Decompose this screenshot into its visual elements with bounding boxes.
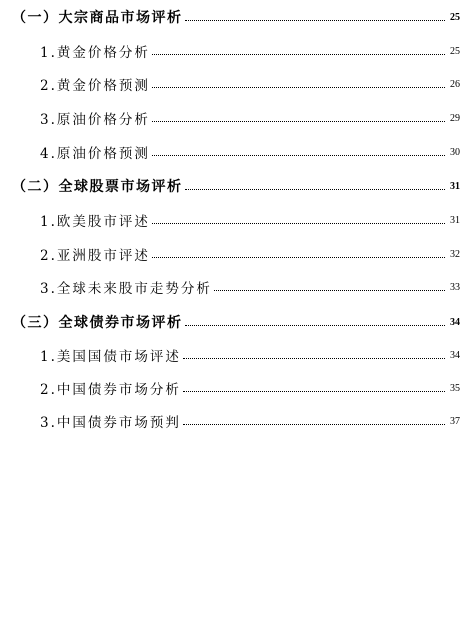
toc-item-euro-us-stocks[interactable]	[22, 206, 460, 230]
toc-entry-title: （二）全球股票市场评析	[12, 179, 183, 195]
toc-item-asia-stocks[interactable]	[22, 240, 460, 264]
toc-entry-title: （三）全球债券市场评析	[12, 315, 183, 331]
toc-leader-dots	[152, 154, 445, 156]
toc-page-number: 29	[450, 113, 460, 124]
toc-leader-dots	[152, 256, 445, 258]
toc-leader-dots	[152, 222, 445, 224]
toc-leader-dots	[185, 188, 446, 190]
toc-entry-title: 1.黄金价格分析	[40, 45, 150, 61]
toc-entry-title: （一）大宗商品市场评析	[12, 10, 183, 26]
toc-section-commodities[interactable]	[12, 3, 460, 27]
toc-entry-title: 1.欧美股市评述	[40, 214, 150, 230]
toc-leader-dots	[185, 19, 446, 21]
toc-entry-title: 3.中国债券市场预判	[40, 415, 181, 431]
toc-page-number: 25	[450, 46, 460, 57]
toc-leader-dots	[183, 357, 445, 359]
toc-page-number: 26	[450, 79, 460, 90]
toc-leader-dots	[183, 390, 445, 392]
toc-leader-dots	[152, 120, 445, 122]
toc-page-number: 31	[450, 181, 460, 192]
toc-section-bonds[interactable]	[12, 308, 460, 332]
toc-leader-dots	[185, 324, 446, 326]
toc-page-number: 30	[450, 147, 460, 158]
toc-page-number: 34	[450, 350, 460, 361]
toc-item-china-bond-analysis[interactable]	[22, 374, 460, 398]
toc-page-number: 35	[450, 383, 460, 394]
toc-item-gold-analysis[interactable]	[22, 37, 460, 61]
toc-section-stocks[interactable]	[12, 172, 460, 196]
toc-leader-dots	[183, 423, 445, 425]
toc-page-number: 31	[450, 215, 460, 226]
toc-page-number: 34	[450, 317, 460, 328]
toc-item-oil-analysis[interactable]	[22, 104, 460, 128]
toc-entry-title: 4.原油价格预测	[40, 146, 150, 162]
toc-entry-title: 3.原油价格分析	[40, 112, 150, 128]
toc-leader-dots	[152, 86, 445, 88]
toc-item-oil-forecast[interactable]	[22, 138, 460, 162]
toc-page-number: 32	[450, 249, 460, 260]
toc-item-china-bond-forecast[interactable]	[22, 407, 460, 431]
toc-page-number: 37	[450, 416, 460, 427]
toc-item-global-stock-outlook[interactable]	[22, 273, 460, 297]
toc-leader-dots	[152, 53, 445, 55]
toc-page-number: 25	[450, 12, 460, 23]
toc-entry-title: 2.中国债券市场分析	[40, 382, 181, 398]
toc-item-us-treasury[interactable]	[22, 341, 460, 365]
toc-page-number: 33	[450, 282, 460, 293]
toc-leader-dots	[214, 289, 445, 291]
toc-item-gold-forecast[interactable]	[22, 70, 460, 94]
toc-entry-title: 2.黄金价格预测	[40, 78, 150, 94]
toc-entry-title: 1.美国国债市场评述	[40, 349, 181, 365]
toc-entry-title: 2.亚洲股市评述	[40, 248, 150, 264]
toc-entry-title: 3.全球未来股市走势分析	[40, 281, 212, 297]
